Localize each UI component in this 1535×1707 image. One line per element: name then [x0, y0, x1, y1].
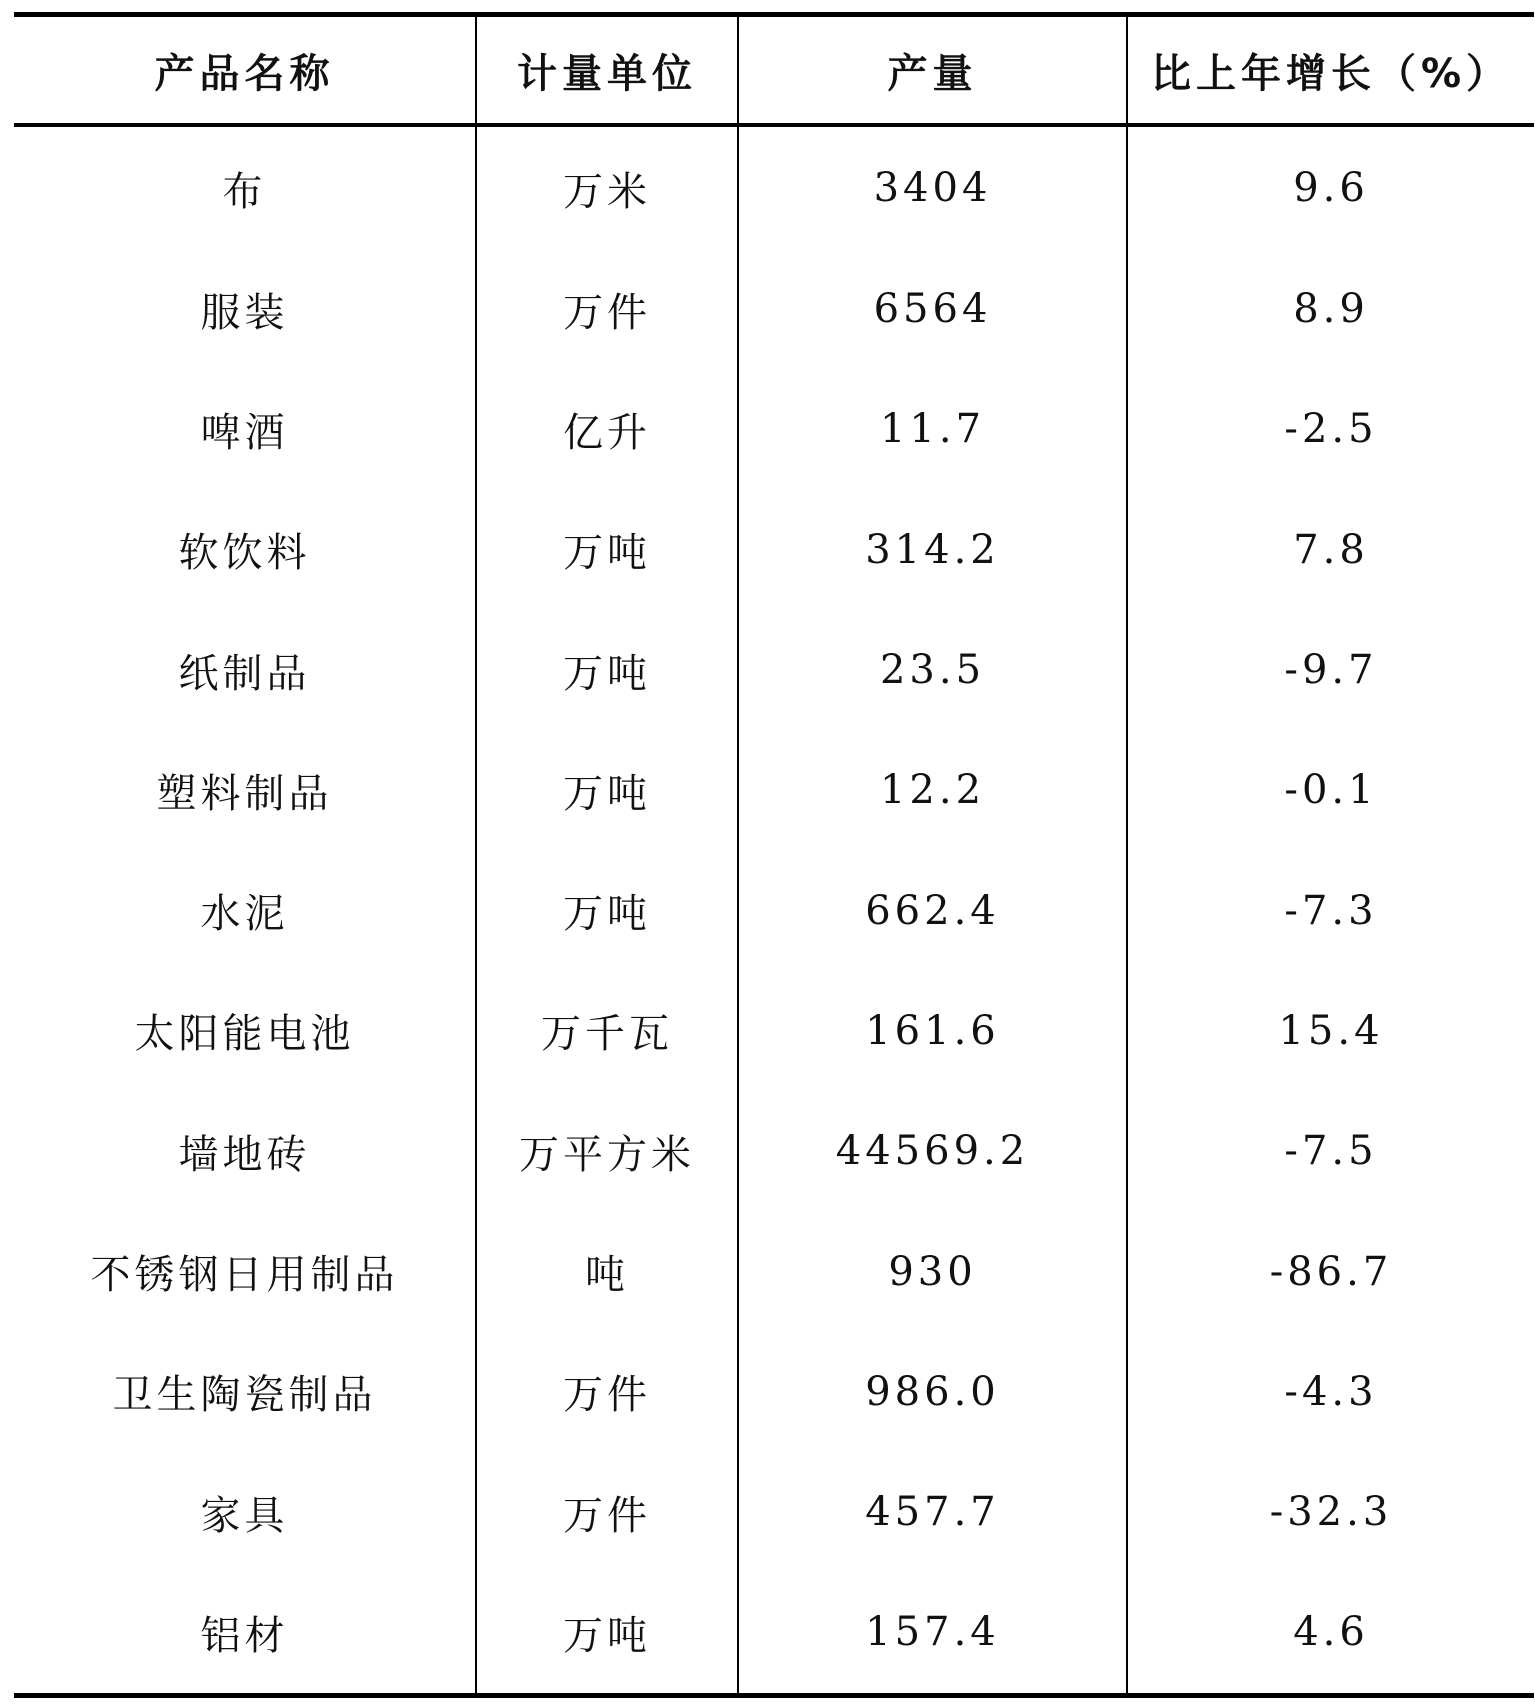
cell-product-name: 纸制品 — [14, 610, 476, 730]
cell-product-name: 水泥 — [14, 850, 476, 970]
cell-product-name: 塑料制品 — [14, 730, 476, 850]
cell-output: 6564 — [738, 249, 1127, 369]
table-row — [14, 610, 1534, 730]
cell-output: 161.6 — [738, 971, 1127, 1091]
cell-unit: 万千瓦 — [476, 971, 738, 1091]
cell-growth: -2.5 — [1127, 369, 1534, 489]
cell-unit: 万件 — [476, 249, 738, 369]
cell-unit: 亿升 — [476, 369, 738, 489]
cell-growth: 7.8 — [1127, 490, 1534, 610]
table-row — [14, 1332, 1534, 1452]
header-row — [14, 15, 1534, 126]
cell-product-name: 布 — [14, 125, 476, 249]
header-product-name: 产品名称 — [14, 15, 476, 126]
table-body — [14, 125, 1534, 1695]
cell-growth: -9.7 — [1127, 610, 1534, 730]
cell-unit: 万吨 — [476, 610, 738, 730]
table-header — [14, 15, 1534, 126]
table-row — [14, 1452, 1534, 1572]
cell-growth: -86.7 — [1127, 1211, 1534, 1331]
cell-output: 157.4 — [738, 1572, 1127, 1695]
cell-unit: 万吨 — [476, 730, 738, 850]
cell-growth: 15.4 — [1127, 971, 1534, 1091]
cell-unit: 吨 — [476, 1211, 738, 1331]
cell-output: 3404 — [738, 125, 1127, 249]
cell-product-name: 家具 — [14, 1452, 476, 1572]
cell-product-name: 墙地砖 — [14, 1091, 476, 1211]
table-row — [14, 1091, 1534, 1211]
cell-product-name: 软饮料 — [14, 490, 476, 610]
cell-unit: 万件 — [476, 1452, 738, 1572]
table-row — [14, 369, 1534, 489]
cell-product-name: 太阳能电池 — [14, 971, 476, 1091]
cell-growth: -4.3 — [1127, 1332, 1534, 1452]
table-row — [14, 1211, 1534, 1331]
cell-output: 44569.2 — [738, 1091, 1127, 1211]
cell-product-name: 啤酒 — [14, 369, 476, 489]
cell-product-name: 服装 — [14, 249, 476, 369]
table-row — [14, 850, 1534, 970]
cell-unit: 万米 — [476, 125, 738, 249]
cell-unit: 万件 — [476, 1332, 738, 1452]
cell-product-name: 卫生陶瓷制品 — [14, 1332, 476, 1452]
cell-unit: 万平方米 — [476, 1091, 738, 1211]
cell-unit: 万吨 — [476, 850, 738, 970]
table-row — [14, 490, 1534, 610]
cell-output: 23.5 — [738, 610, 1127, 730]
cell-output: 314.2 — [738, 490, 1127, 610]
cell-product-name: 铝材 — [14, 1572, 476, 1695]
cell-growth: 4.6 — [1127, 1572, 1534, 1695]
header-output: 产量 — [738, 15, 1127, 126]
cell-product-name: 不锈钢日用制品 — [14, 1211, 476, 1331]
table-row — [14, 125, 1534, 249]
cell-growth: -32.3 — [1127, 1452, 1534, 1572]
cell-growth: -7.3 — [1127, 850, 1534, 970]
cell-growth: -7.5 — [1127, 1091, 1534, 1211]
cell-growth: 9.6 — [1127, 125, 1534, 249]
header-unit: 计量单位 — [476, 15, 738, 126]
cell-growth: 8.9 — [1127, 249, 1534, 369]
cell-output: 986.0 — [738, 1332, 1127, 1452]
table-row — [14, 1572, 1534, 1695]
cell-unit: 万吨 — [476, 490, 738, 610]
cell-output: 11.7 — [738, 369, 1127, 489]
table-row — [14, 730, 1534, 850]
cell-growth: -0.1 — [1127, 730, 1534, 850]
product-output-table — [14, 12, 1534, 1698]
cell-output: 662.4 — [738, 850, 1127, 970]
table-row — [14, 249, 1534, 369]
table-row — [14, 971, 1534, 1091]
cell-output: 12.2 — [738, 730, 1127, 850]
cell-output: 930 — [738, 1211, 1127, 1331]
header-growth: 比上年增长（%） — [1127, 15, 1534, 126]
cell-unit: 万吨 — [476, 1572, 738, 1695]
cell-output: 457.7 — [738, 1452, 1127, 1572]
